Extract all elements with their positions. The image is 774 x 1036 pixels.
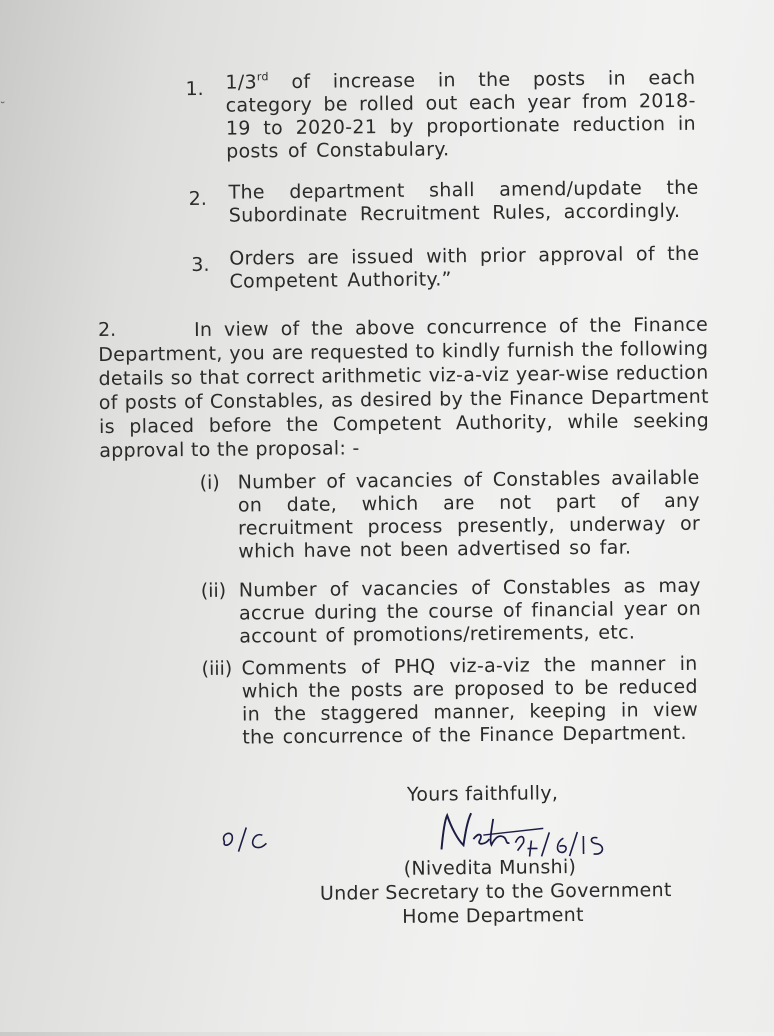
subitem-number: (i) xyxy=(199,471,220,494)
list-item-text xyxy=(225,67,696,164)
paragraph-number: 2. xyxy=(97,318,117,342)
salutation: Yours faithfully, xyxy=(406,782,559,806)
subitem-text: Comments of PHQ viz-a-viz the manner in which the posts are proposed to be reduced in the staggered manner, keeping in view the concurrence of the Finance Department. xyxy=(241,652,699,749)
subitem-text: Number of vacancies of Constables available on date, which are not part of any recruitment process presently, underway or which have not been advertised so far. xyxy=(237,466,701,563)
subitem-number: (ii) xyxy=(200,579,227,602)
list-item-text: The department shall amend/update the Subordinate Recruitment Rules, accordingly. xyxy=(228,176,699,227)
item-body-text: of increase in the posts in each category be rolled out each year from 2018-19 to 2020-21 by proportionate reduction in posts of Constabulary. xyxy=(225,66,697,163)
item-number: 3. xyxy=(191,253,210,277)
signatory-name: (Nivedita Munshi) xyxy=(403,856,577,880)
item-number: 2. xyxy=(188,187,207,211)
superscript-text: rd xyxy=(256,70,269,84)
paragraph-text: In view of the above concurrence of the Finance Department, you are requested to kindly furnish the following details so that correct arithmetic viz-a-viz year-wise reduction of posts of Constables, as desired by the Finance Department is placed before the Competent Authority, while seeking approval to the proposal: - xyxy=(98,313,710,463)
handwritten-oc-icon xyxy=(218,819,288,860)
margin-mark: ˘ xyxy=(0,99,6,115)
signatory-designation: Under Secretary to the Government xyxy=(319,879,672,905)
subitem-text: Number of vacancies of Constables as may accrue during the course of financial year on account of promotions/retirements, etc. xyxy=(238,574,702,648)
list-item-text: Orders are issued with prior approval of the Competent Authority.” xyxy=(229,242,700,293)
handwritten-note xyxy=(218,819,288,864)
item-number: 1. xyxy=(185,77,204,101)
subitem-number: (iii) xyxy=(201,657,233,680)
signatory-department: Home Department xyxy=(402,903,584,928)
fraction-text: 1/3 xyxy=(225,71,258,94)
